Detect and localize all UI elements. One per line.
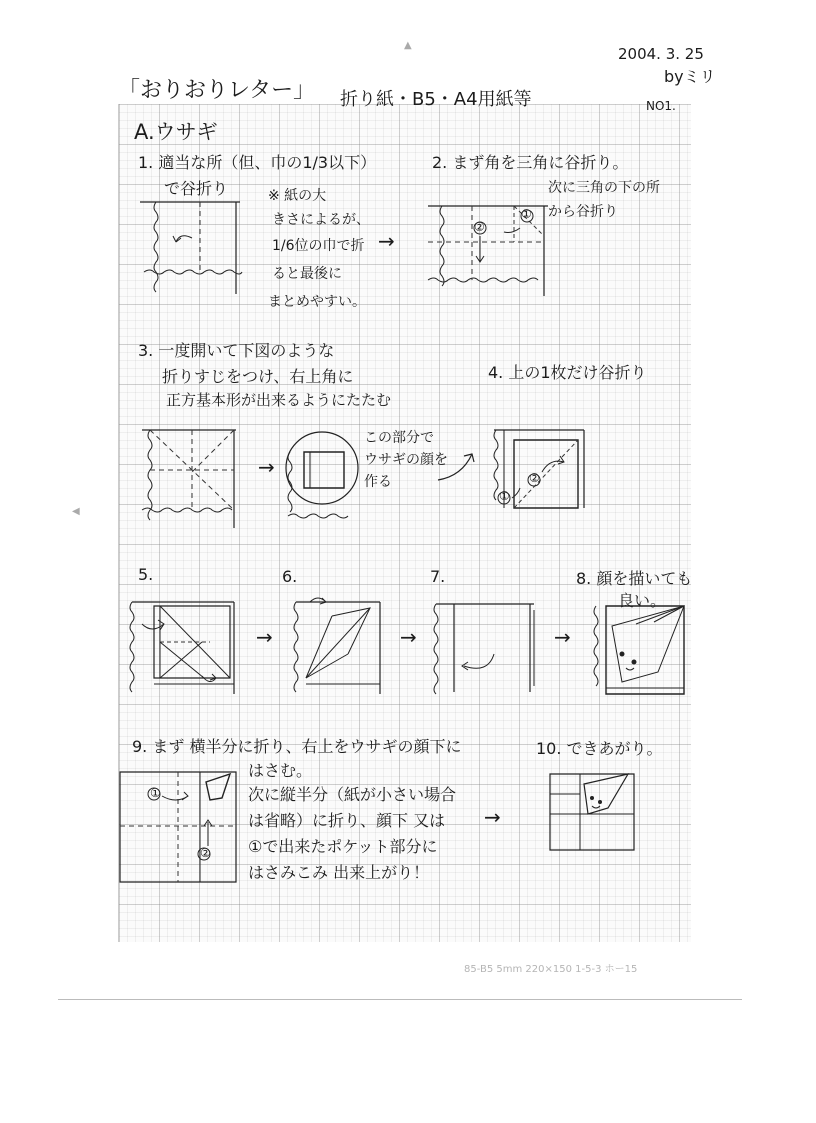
step6-label: 6. bbox=[282, 567, 298, 586]
section-title: A.ウサギ bbox=[134, 120, 218, 144]
arrow-3: → bbox=[256, 625, 273, 649]
circled-2-step9: ② bbox=[200, 846, 211, 860]
circled-2-step2: ② bbox=[474, 220, 485, 234]
step2-figure bbox=[424, 200, 552, 304]
step3-text-3: 正方基本形が出来るようにたたむ bbox=[166, 391, 392, 409]
step9-text-6: はさみこみ 出来上がり！ bbox=[248, 863, 430, 882]
step9-figure bbox=[118, 768, 240, 888]
registration-mark-left: ◀ bbox=[72, 506, 80, 517]
step5-figure bbox=[124, 598, 238, 698]
step1-note-4: ると最後に bbox=[272, 266, 342, 282]
step10-text: 10. できあがり。 bbox=[536, 739, 663, 758]
step7-figure bbox=[432, 596, 538, 698]
page-number: NO1. bbox=[646, 99, 676, 113]
step3-figure-b bbox=[282, 424, 362, 530]
step3-note-3: 作る bbox=[364, 474, 392, 490]
circled-1-step2: ① bbox=[521, 207, 532, 221]
registration-mark-top: ▲ bbox=[404, 40, 412, 51]
step1-text-2: で谷折り bbox=[164, 179, 229, 198]
arrow-1: → bbox=[378, 229, 395, 253]
arrow-6: → bbox=[484, 805, 501, 829]
circled-1-step9: ① bbox=[150, 786, 161, 800]
step8-text-1: 8. 顔を描いても bbox=[576, 569, 693, 588]
step1-figure bbox=[140, 198, 245, 302]
circled-1-step4: ① bbox=[499, 489, 510, 503]
step6-figure bbox=[284, 596, 384, 698]
page-title: 「おりおりレター」 bbox=[118, 78, 316, 103]
step9-text-2: はさむ。 bbox=[248, 761, 313, 780]
step3-text-2: 折りすじをつけ、右上角に bbox=[162, 367, 354, 386]
step3-text-1: 3. 一度開いて下図のような bbox=[138, 341, 335, 360]
step2-text-3: から谷折り bbox=[548, 204, 618, 220]
paper-imprint: 85-B5 5mm 220×150 1-5-3 ホー15 bbox=[464, 964, 638, 975]
hook-arrow bbox=[434, 446, 480, 486]
arrow-2: → bbox=[258, 455, 275, 479]
step5-label: 5. bbox=[138, 565, 154, 584]
step1-note-5: まとめやすい。 bbox=[268, 294, 366, 310]
step9-text-5: ①で出来たポケット部分に bbox=[248, 837, 438, 856]
step4-text: 4. 上の1枚だけ谷折り bbox=[488, 363, 647, 382]
step9-text-1: 9. まず 横半分に折り、右上をウサギの顔下に bbox=[132, 737, 462, 756]
step9-text-4: は省略）に折り、顔下 又は bbox=[248, 811, 446, 830]
date: 2004. 3. 25 bbox=[618, 45, 704, 63]
step1-note-3: 1/6位の巾で折 bbox=[272, 238, 365, 254]
step1-note-1: ※ 紙の大 bbox=[268, 188, 327, 204]
circled-2-step4: ② bbox=[529, 471, 540, 485]
footer-rule bbox=[58, 999, 742, 1000]
step2-text-1: 2. まず角を三角に谷折り。 bbox=[432, 153, 629, 172]
arrow-5: → bbox=[554, 625, 571, 649]
step1-text-1: 1. 適当な所（但、巾の1/3以下） bbox=[138, 153, 377, 172]
step9-text-3: 次に縦半分（紙が小さい場合 bbox=[248, 785, 457, 804]
step1-note-2: きさによるが、 bbox=[272, 212, 370, 228]
step8-figure bbox=[592, 602, 688, 698]
step3-note-1: この部分で bbox=[364, 430, 434, 446]
step10-figure bbox=[548, 770, 638, 854]
arrow-4: → bbox=[400, 625, 417, 649]
page-subtitle: 折り紙・B5・A4用紙等 bbox=[340, 89, 532, 110]
step2-text-2: 次に三角の下の所 bbox=[548, 180, 660, 196]
author: byミリ bbox=[664, 67, 716, 86]
step3-figure-a bbox=[140, 424, 240, 530]
step3-note-2: ウサギの顔を bbox=[364, 452, 448, 468]
step7-label: 7. bbox=[430, 567, 446, 586]
step8-text-2: 良い。 bbox=[618, 591, 667, 610]
